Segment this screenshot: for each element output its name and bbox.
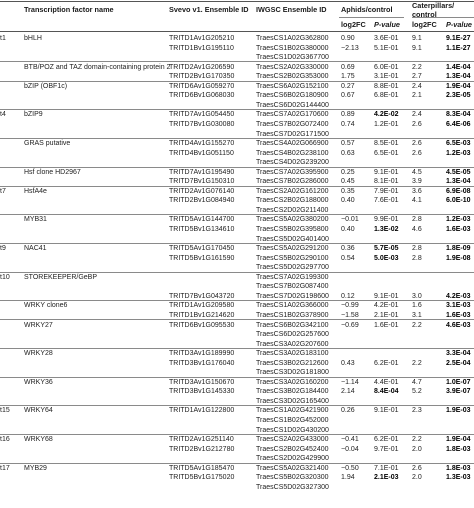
subheader-caterpillars-pvalue: P-value (446, 20, 472, 29)
aphids-pvalue-cell: 4.2E-01 (374, 302, 399, 310)
caterpillars-pvalue-cell: 4.5E-05 (446, 168, 471, 176)
svevo-id-cell: TRITD1Av1G205210 (169, 35, 235, 42)
iwgsc-id-cell: TraesCS3A02G207600 (256, 340, 329, 348)
iwgsc-id-cell: TraesCS2A02G330000 (256, 63, 329, 71)
iwgsc-id-cell: TraesCS7D02G171500 (256, 130, 329, 138)
iwgsc-id-cell: TraesCS1A02G362800 (256, 35, 329, 42)
aphids-pvalue-cell: 8.4E-04 (374, 388, 399, 396)
iwgsc-id-cell: TraesCS1B02G452000 (256, 417, 329, 424)
aphids-log2fc-cell: 0.45 (341, 178, 355, 186)
caterpillars-log2fc-cell: 9.1 (412, 44, 422, 52)
svevo-id-cell: TRITD6Bv1G095530 (169, 321, 235, 329)
group-divider (0, 243, 474, 244)
caterpillars-pvalue-cell: 6.9E-08 (446, 187, 471, 195)
group-divider (0, 109, 474, 110)
iwgsc-id-cell: TraesCS7A02G199300 (256, 273, 329, 281)
iwgsc-id-cell: TraesCS1D02G430200 (256, 426, 329, 434)
iwgsc-id-cell: TraesCS3B02G212600 (256, 359, 329, 367)
caterpillars-log2fc-cell: 1.6 (412, 302, 422, 310)
tf-name-cell: WRKY28 (24, 350, 53, 358)
aphids-log2fc-cell: 0.54 (341, 254, 355, 262)
caterpillars-pvalue-cell: 8.3E-04 (446, 111, 471, 119)
tf-name-cell: Hsf clone HD2967 (24, 168, 81, 176)
aphids-pvalue-cell: 7.1E-01 (374, 464, 399, 472)
caterpillars-log2fc-cell: 4.6 (412, 226, 422, 233)
caterpillars-pvalue-cell: 1.9E-04 (446, 82, 471, 90)
tf-name-cell: bZIP (OBF1c) (24, 82, 68, 90)
svevo-id-cell: TRITD2Av1G251140 (169, 436, 234, 444)
svevo-id-cell: TRITD3Av1G150670 (169, 378, 235, 386)
caterpillars-log2fc-cell: 4.7 (412, 378, 422, 386)
iwgsc-id-cell: TraesCS2D02G429900 (256, 455, 329, 463)
aphids-pvalue-cell: 1.3E-02 (374, 226, 399, 233)
table-top-rule (0, 1, 474, 2)
subheader-aphids-pvalue: P-value (374, 20, 400, 29)
caterpillars-log2fc-cell: 2.7 (412, 73, 422, 81)
caterpillars-log2fc-cell: 2.0 (412, 474, 422, 482)
svevo-id-cell: TRITD1Bv1G195110 (169, 44, 234, 52)
svevo-id-cell: TRITD7Bv1G043720 (169, 292, 235, 300)
tf-name-cell: MYB31 (24, 216, 47, 224)
caterpillars-log2fc-cell: 2.3 (412, 407, 422, 415)
svevo-id-cell: TRITD5Av1G170450 (169, 245, 235, 253)
iwgsc-id-cell: TraesCS3A02G160200 (256, 378, 329, 386)
aphids-log2fc-cell: 0.26 (341, 407, 355, 415)
group-divider (0, 300, 474, 301)
header-svevo-id: Svevo v1. Ensemble ID (169, 5, 249, 14)
caterpillars-pvalue-cell: 1.8E-03 (446, 464, 471, 472)
caterpillars-pvalue-cell: 1.9E-03 (446, 407, 471, 415)
aphids-pvalue-cell: 5.0E-03 (374, 254, 399, 262)
caterpillars-log2fc-cell: 2.1 (412, 92, 422, 100)
caterpillars-pvalue-cell: 1.8E-09 (446, 245, 471, 253)
aphids-pvalue-cell: 4.4E-01 (374, 378, 399, 386)
caterpillars-pvalue-cell: 1.3E-04 (446, 73, 471, 81)
iwgsc-id-cell: TraesCS2B02G188000 (256, 197, 329, 205)
caterpillars-log2fc-cell: 2.0 (412, 445, 422, 453)
caterpillars-log2fc-cell: 2.6 (412, 149, 422, 157)
caterpillars-log2fc-cell: 2.2 (412, 321, 422, 329)
iwgsc-id-cell: TraesCS6A02G152100 (256, 82, 329, 90)
aphids-log2fc-cell: −0.69 (341, 321, 359, 329)
group-id: t16 (0, 436, 10, 444)
aphids-log2fc-cell: 0.89 (341, 111, 355, 119)
caterpillars-pvalue-cell: 1.2E-03 (446, 216, 471, 224)
iwgsc-id-cell: TraesCS3D02G181800 (256, 369, 329, 377)
aphids-log2fc-cell: 0.57 (341, 140, 355, 148)
svevo-id-cell: TRITD6Av1G059270 (169, 82, 235, 90)
aphids-log2fc-cell: 0.90 (341, 35, 355, 42)
svevo-id-cell: TRITD3Av1G189990 (169, 350, 235, 358)
group-divider (0, 214, 474, 215)
aphids-log2fc-cell: −1.58 (341, 311, 359, 319)
caterpillars-log2fc-cell: 3.1 (412, 311, 422, 319)
tf-name-cell: bZIP9 (24, 111, 43, 119)
iwgsc-id-cell: TraesCS4B02G238100 (256, 149, 329, 157)
group-id: t17 (0, 464, 10, 472)
aphids-pvalue-cell: 6.0E-01 (374, 63, 399, 71)
aphids-pvalue-cell: 5.1E-01 (374, 44, 399, 52)
caterpillars-pvalue-cell: 1.3E-04 (446, 178, 471, 186)
iwgsc-id-cell: TraesCS5A02G291200 (256, 245, 329, 253)
caterpillars-log2fc-cell: 3.9 (412, 178, 422, 186)
aphids-pvalue-cell: 8.5E-01 (374, 140, 399, 148)
caterpillars-log2fc-cell: 2.4 (412, 82, 422, 90)
iwgsc-id-cell: TraesCS1A02G366000 (256, 302, 329, 310)
tf-name-cell: WRKY64 (24, 407, 53, 415)
svevo-id-cell: TRITD2Bv1G212780 (169, 445, 235, 453)
iwgsc-id-cell: TraesCS5B02G290100 (256, 254, 329, 262)
aphids-log2fc-cell: 0.74 (341, 120, 355, 128)
iwgsc-id-cell: TraesCS1A02G421900 (256, 407, 329, 415)
group-id: t7 (0, 187, 6, 195)
iwgsc-id-cell: TraesCS7B02G072400 (256, 120, 329, 128)
caterpillars-pvalue-cell: 4.6E-03 (446, 321, 471, 329)
svevo-id-cell: TRITD7Bv1G030080 (169, 120, 235, 128)
svevo-id-cell: TRITD4Av1G155270 (169, 140, 235, 148)
aphids-pvalue-cell: 4.2E-02 (374, 111, 399, 119)
svevo-id-cell: TRITD7Av1G054450 (169, 111, 235, 119)
iwgsc-id-cell: TraesCS7A02G395900 (256, 168, 329, 176)
tf-name-cell: MYB29 (24, 464, 47, 472)
caterpillars-log2fc-cell: 2.6 (412, 120, 422, 128)
aphids-log2fc-cell: 0.27 (341, 82, 355, 90)
svevo-id-cell: TRITD2Bv1G084940 (169, 197, 235, 205)
caterpillars-log2fc-cell: 3.0 (412, 292, 422, 300)
caterpillars-log2fc-cell: 2.8 (412, 254, 422, 262)
iwgsc-id-cell: TraesCS3B02G184400 (256, 388, 329, 396)
iwgsc-id-cell: TraesCS1D02G367700 (256, 54, 329, 62)
svevo-id-cell: TRITD6Bv1G068030 (169, 92, 235, 100)
group-id: t10 (0, 273, 10, 281)
aphids-pvalue-cell: 9.1E-01 (374, 407, 399, 415)
aphids-log2fc-cell: 0.69 (341, 63, 355, 71)
caterpillars-pvalue-cell: 1.4E-04 (446, 63, 471, 71)
aphids-log2fc-cell: −0.50 (341, 464, 359, 472)
caterpillars-pvalue-cell: 3.9E-07 (446, 388, 471, 396)
tf-name-cell: WRKY68 (24, 436, 53, 444)
iwgsc-id-cell: TraesCS2A02G161200 (256, 187, 329, 195)
aphids-log2fc-cell: 0.63 (341, 149, 355, 157)
group-divider (0, 434, 474, 435)
iwgsc-id-cell: TraesCS6B02G342100 (256, 321, 329, 329)
tf-name-cell: GRAS putative (24, 140, 71, 148)
aphids-log2fc-cell: 1.75 (341, 73, 355, 81)
aphids-pvalue-cell: 7.6E-01 (374, 197, 399, 205)
aphids-log2fc-cell: −0.04 (341, 445, 359, 453)
iwgsc-id-cell: TraesCS5A02G380200 (256, 216, 329, 224)
caterpillars-log2fc-cell: 4.5 (412, 168, 422, 176)
header-aphids: Aphids/control (341, 5, 393, 14)
aphids-pvalue-cell: 1.6E-01 (374, 321, 399, 329)
tf-name-cell: HsfA4e (24, 187, 47, 195)
tf-name-cell: WRKY27 (24, 321, 53, 329)
svevo-id-cell: TRITD2Av1G076140 (169, 187, 235, 195)
iwgsc-id-cell: TraesCS6D02G257600 (256, 331, 329, 339)
iwgsc-id-cell: TraesCS5B02G320300 (256, 474, 329, 482)
caterpillars-log2fc-cell: 2.8 (412, 216, 422, 224)
aphids-log2fc-cell: −2.13 (341, 44, 359, 52)
group-divider (0, 138, 474, 139)
group-divider (0, 81, 474, 82)
header-tf-name: Transcription factor name (24, 5, 114, 14)
caterpillars-log2fc-cell: 2.8 (412, 245, 422, 253)
iwgsc-id-cell: TraesCS5D02G401400 (256, 235, 329, 243)
caterpillars-log2fc-cell: 4.1 (412, 197, 422, 205)
tf-name-cell: BTB/POZ and TAZ domain-containing protein 2 (24, 63, 171, 71)
aphids-log2fc-cell: 0.35 (341, 187, 355, 195)
subheader-caterpillars-log2fc: log2FC (412, 20, 437, 29)
iwgsc-id-cell: TraesCS6B02G180900 (256, 92, 329, 100)
caterpillars-log2fc-cell: 5.2 (412, 388, 422, 396)
aphids-log2fc-cell: 0.40 (341, 226, 355, 233)
caterpillars-log2fc-cell: 2.6 (412, 140, 422, 148)
caterpillars-log2fc-cell: 9.1 (412, 35, 422, 42)
header-iwgsc-id: IWGSC Ensemble ID (256, 5, 327, 14)
aphids-pvalue-cell: 6.2E-01 (374, 359, 399, 367)
iwgsc-id-cell: TraesCS2D02G211400 (256, 206, 329, 214)
caterpillars-pvalue-cell: 6.0E-10 (446, 197, 471, 205)
caterpillars-pvalue-cell: 1.3E-03 (446, 474, 471, 482)
caterpillars-log2fc-cell: 2.6 (412, 464, 422, 472)
aphids-pvalue-cell: 7.9E-01 (374, 187, 399, 195)
svevo-id-cell: TRITD7Bv1G150310 (169, 178, 235, 186)
iwgsc-id-cell: TraesCS1B02G378900 (256, 311, 329, 319)
iwgsc-id-cell: TraesCS5D02G297700 (256, 264, 329, 272)
iwgsc-id-cell: TraesCS7D02G198600 (256, 292, 329, 300)
aphids-pvalue-cell: 9.1E-01 (374, 292, 399, 300)
caterpillars-pvalue-cell: 3.3E-04 (446, 350, 471, 358)
iwgsc-id-cell: TraesCS2B02G353000 (256, 73, 329, 81)
aphids-pvalue-cell: 3.1E-01 (374, 73, 399, 81)
caterpillars-span-rule (412, 17, 474, 18)
caterpillars-pvalue-cell: 3.1E-03 (446, 302, 471, 310)
caterpillars-pvalue-cell: 1.9E-04 (446, 436, 471, 444)
caterpillars-log2fc-cell: 3.6 (412, 187, 422, 195)
caterpillars-pvalue-cell: 9.1E-27 (446, 35, 471, 42)
group-id: t15 (0, 407, 10, 415)
caterpillars-pvalue-cell: 1.9E-08 (446, 254, 471, 262)
group-id: t9 (0, 245, 6, 253)
caterpillars-pvalue-cell: 2.5E-04 (446, 359, 471, 367)
caterpillars-log2fc-cell: 2.2 (412, 63, 422, 71)
svevo-id-cell: TRITD3Bv1G176040 (169, 359, 235, 367)
caterpillars-pvalue-cell: 2.3E-05 (446, 92, 471, 100)
aphids-pvalue-cell: 9.1E-01 (374, 168, 399, 176)
header-bottom-rule (0, 31, 474, 32)
aphids-pvalue-cell: 2.1E-01 (374, 311, 399, 319)
aphids-log2fc-cell: 1.94 (341, 474, 355, 482)
group-id: t4 (0, 111, 6, 119)
subheader-aphids-log2fc: log2FC (341, 20, 366, 29)
svevo-id-cell: TRITD7Av1G195490 (169, 168, 235, 176)
iwgsc-id-cell: TraesCS5D02G327300 (256, 483, 329, 491)
aphids-log2fc-cell: 0.25 (341, 168, 355, 176)
iwgsc-id-cell: TraesCS3D02G165400 (256, 397, 329, 405)
svevo-id-cell: TRITD1Bv1G214620 (169, 311, 235, 319)
caterpillars-log2fc-cell: 2.4 (412, 111, 422, 119)
aphids-pvalue-cell: 9.9E-01 (374, 216, 399, 224)
iwgsc-id-cell: TraesCS4A02G066900 (256, 140, 329, 148)
group-divider (0, 319, 474, 320)
tf-name-cell: bHLH (24, 35, 42, 42)
svevo-id-cell: TRITD5Bv1G175020 (169, 474, 235, 482)
aphids-pvalue-cell: 6.2E-01 (374, 436, 399, 444)
tf-name-cell: STOREKEEPER/GeBP (24, 273, 98, 281)
caterpillars-pvalue-cell: 4.2E-03 (446, 292, 471, 300)
aphids-log2fc-cell: 0.40 (341, 197, 355, 205)
aphids-pvalue-cell: 2.1E-03 (374, 474, 399, 482)
tf-name-cell: NAC41 (24, 245, 47, 253)
aphids-pvalue-cell: 3.6E-01 (374, 35, 399, 42)
iwgsc-id-cell: TraesCS3A02G183100 (256, 350, 329, 358)
iwgsc-id-cell: TraesCS1B02G380000 (256, 44, 329, 52)
aphids-log2fc-cell: −0.41 (341, 436, 359, 444)
caterpillars-pvalue-cell: 6.5E-03 (446, 140, 471, 148)
svevo-id-cell: TRITD5Av1G185470 (169, 464, 235, 472)
aphids-log2fc-cell: 0.12 (341, 292, 355, 300)
svevo-id-cell: TRITD5Av1G144700 (169, 216, 235, 224)
group-divider (0, 186, 474, 187)
caterpillars-pvalue-cell: 6.4E-06 (446, 120, 471, 128)
aphids-pvalue-cell: 8.1E-01 (374, 178, 399, 186)
caterpillars-pvalue-cell: 1.6E-03 (446, 226, 471, 233)
aphids-pvalue-cell: 5.7E-05 (374, 245, 399, 253)
aphids-pvalue-cell: 6.8E-01 (374, 92, 399, 100)
tf-name-cell: WRKY clone6 (24, 302, 68, 310)
svevo-id-cell: TRITD3Bv1G145330 (169, 388, 235, 396)
aphids-log2fc-cell: −1.14 (341, 378, 359, 386)
svevo-id-cell: TRITD1Av1G122800 (169, 407, 235, 415)
svevo-id-cell: TRITD2Bv1G170350 (169, 73, 235, 81)
aphids-log2fc-cell: 0.43 (341, 359, 355, 367)
caterpillars-pvalue-cell: 1.1E-27 (446, 44, 471, 52)
iwgsc-id-cell: TraesCS5A02G321400 (256, 464, 329, 472)
caterpillars-log2fc-cell: 2.2 (412, 436, 422, 444)
svevo-id-cell: TRITD5Bv1G161590 (169, 254, 235, 262)
iwgsc-id-cell: TraesCS7B02G286000 (256, 178, 329, 186)
svevo-id-cell: TRITD1Av1G209580 (169, 302, 235, 310)
aphids-log2fc-cell: −0.01 (341, 216, 359, 224)
caterpillars-pvalue-cell: 1.6E-03 (446, 311, 471, 319)
svevo-id-cell: TRITD5Bv1G134610 (169, 226, 235, 233)
aphids-pvalue-cell: 9.7E-01 (374, 445, 399, 453)
iwgsc-id-cell: TraesCS4D02G239200 (256, 159, 329, 167)
caterpillars-pvalue-cell: 1.8E-03 (446, 445, 471, 453)
aphids-log2fc-cell: 0.67 (341, 92, 355, 100)
aphids-log2fc-cell: −0.99 (341, 302, 359, 310)
group-divider (0, 377, 474, 378)
group-divider (0, 405, 474, 406)
aphids-pvalue-cell: 6.5E-01 (374, 149, 399, 157)
header-caterpillars: Caterpillars/ control (412, 1, 455, 19)
iwgsc-id-cell: TraesCS2A02G433000 (256, 436, 329, 444)
iwgsc-id-cell: TraesCS2B02G452400 (256, 445, 329, 453)
aphids-span-rule (339, 17, 404, 18)
caterpillars-pvalue-cell: 1.0E-07 (446, 378, 471, 386)
iwgsc-id-cell: TraesCS5B02G395800 (256, 226, 329, 233)
iwgsc-id-cell: TraesCS6D02G144400 (256, 101, 329, 109)
aphids-pvalue-cell: 1.2E-01 (374, 120, 399, 128)
group-id: t1 (0, 35, 6, 42)
aphids-pvalue-cell: 8.8E-01 (374, 82, 399, 90)
iwgsc-id-cell: TraesCS7A02G170600 (256, 111, 329, 119)
caterpillars-pvalue-cell: 1.2E-03 (446, 149, 471, 157)
aphids-log2fc-cell: 2.14 (341, 388, 355, 396)
aphids-log2fc-cell: 0.36 (341, 245, 355, 253)
svevo-id-cell: TRITD4Bv1G051150 (169, 149, 234, 157)
iwgsc-id-cell: TraesCS7B02G087400 (256, 283, 329, 291)
svevo-id-cell: TRITD2Av1G206590 (169, 63, 235, 71)
caterpillars-log2fc-cell: 2.2 (412, 359, 422, 367)
group-divider (0, 348, 474, 349)
tf-name-cell: WRKY36 (24, 378, 53, 386)
group-divider (0, 463, 474, 464)
